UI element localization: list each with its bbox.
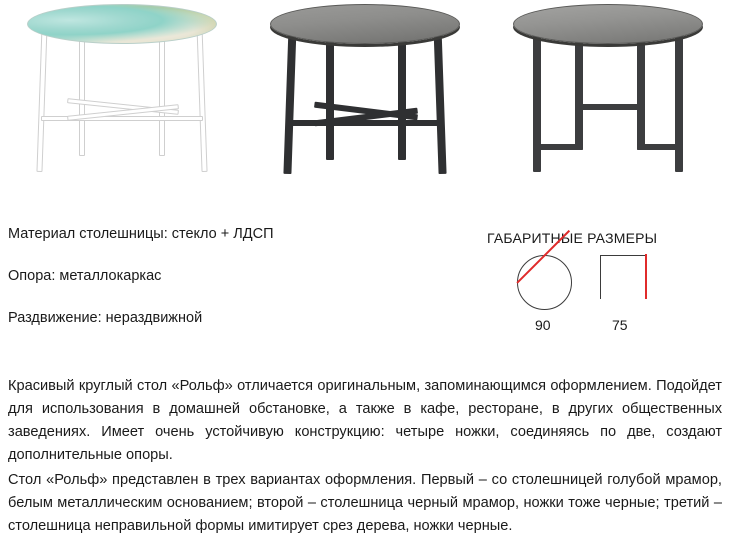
table-stretcher <box>575 104 645 110</box>
table-top-black-marble <box>270 4 460 44</box>
table-leg <box>159 38 165 156</box>
table-leg <box>675 28 683 172</box>
table-leg <box>533 28 541 172</box>
table-stretcher <box>535 144 583 150</box>
spec-extendable-label: Раздвижение: нераздвижной <box>8 310 203 326</box>
table-leg <box>433 26 446 174</box>
spec-material-value: стекло + ЛДСП <box>171 226 274 242</box>
product-description <box>8 375 722 538</box>
table-top-wood <box>513 4 703 44</box>
table-illustration-glass <box>27 4 217 194</box>
spec-material-label: Материал столешницы: <box>8 226 168 242</box>
table-stretcher <box>41 116 203 121</box>
table-leg <box>196 26 207 172</box>
table-leg <box>283 26 296 174</box>
table-leg <box>326 38 334 160</box>
table-leg <box>79 38 85 156</box>
diameter-value: 90 <box>535 317 551 333</box>
height-value: 75 <box>612 317 628 333</box>
height-bracket-icon <box>600 255 646 299</box>
dimensions-diagram <box>487 255 687 333</box>
product-image-2 <box>243 0 486 205</box>
table-leg <box>398 38 406 160</box>
dimensions-title: ГАБАРИТНЫЕ РАЗМЕРЫ <box>487 230 658 246</box>
table-illustration-black-marble <box>270 4 460 194</box>
height-accent-line <box>645 254 647 299</box>
product-image-1 <box>0 0 243 205</box>
table-leg <box>36 26 47 172</box>
table-top-glass <box>27 4 217 44</box>
spec-base-label: Опора: металлокаркас <box>8 268 162 284</box>
table-leg <box>575 38 583 150</box>
description-paragraph-1: Красивый круглый стол «Рольф» отличается оригинальным, запоминающимся оформлением. Подойдет для использования в домашней обстановке, а также в кафе, ресторане, в других общественных заведениях. Имеет очень устойчивую конструкцию: четыре ножки, соединяясь по две, создают дополнительные опоры. <box>8 378 722 463</box>
spec-material <box>8 226 458 242</box>
table-illustration-wood <box>513 4 703 194</box>
product-image-3 <box>486 0 729 205</box>
spec-base <box>8 268 458 284</box>
table-stretcher <box>637 144 683 150</box>
product-image-strip <box>0 0 729 205</box>
specifications-list <box>8 226 458 352</box>
table-stretcher <box>288 120 444 126</box>
spec-extendable <box>8 310 458 326</box>
diameter-circle-icon <box>517 255 572 310</box>
table-leg <box>637 38 645 150</box>
description-paragraph-2: Стол «Рольф» представлен в трех вариантах оформления. Первый – со столешницей голубой мрамор, белым металлическим основанием; второй – столешница черный мрамор, ножки тоже черные; третий – столешница неправильной формы имитирует срез дерева, ножки черные. <box>8 472 722 534</box>
